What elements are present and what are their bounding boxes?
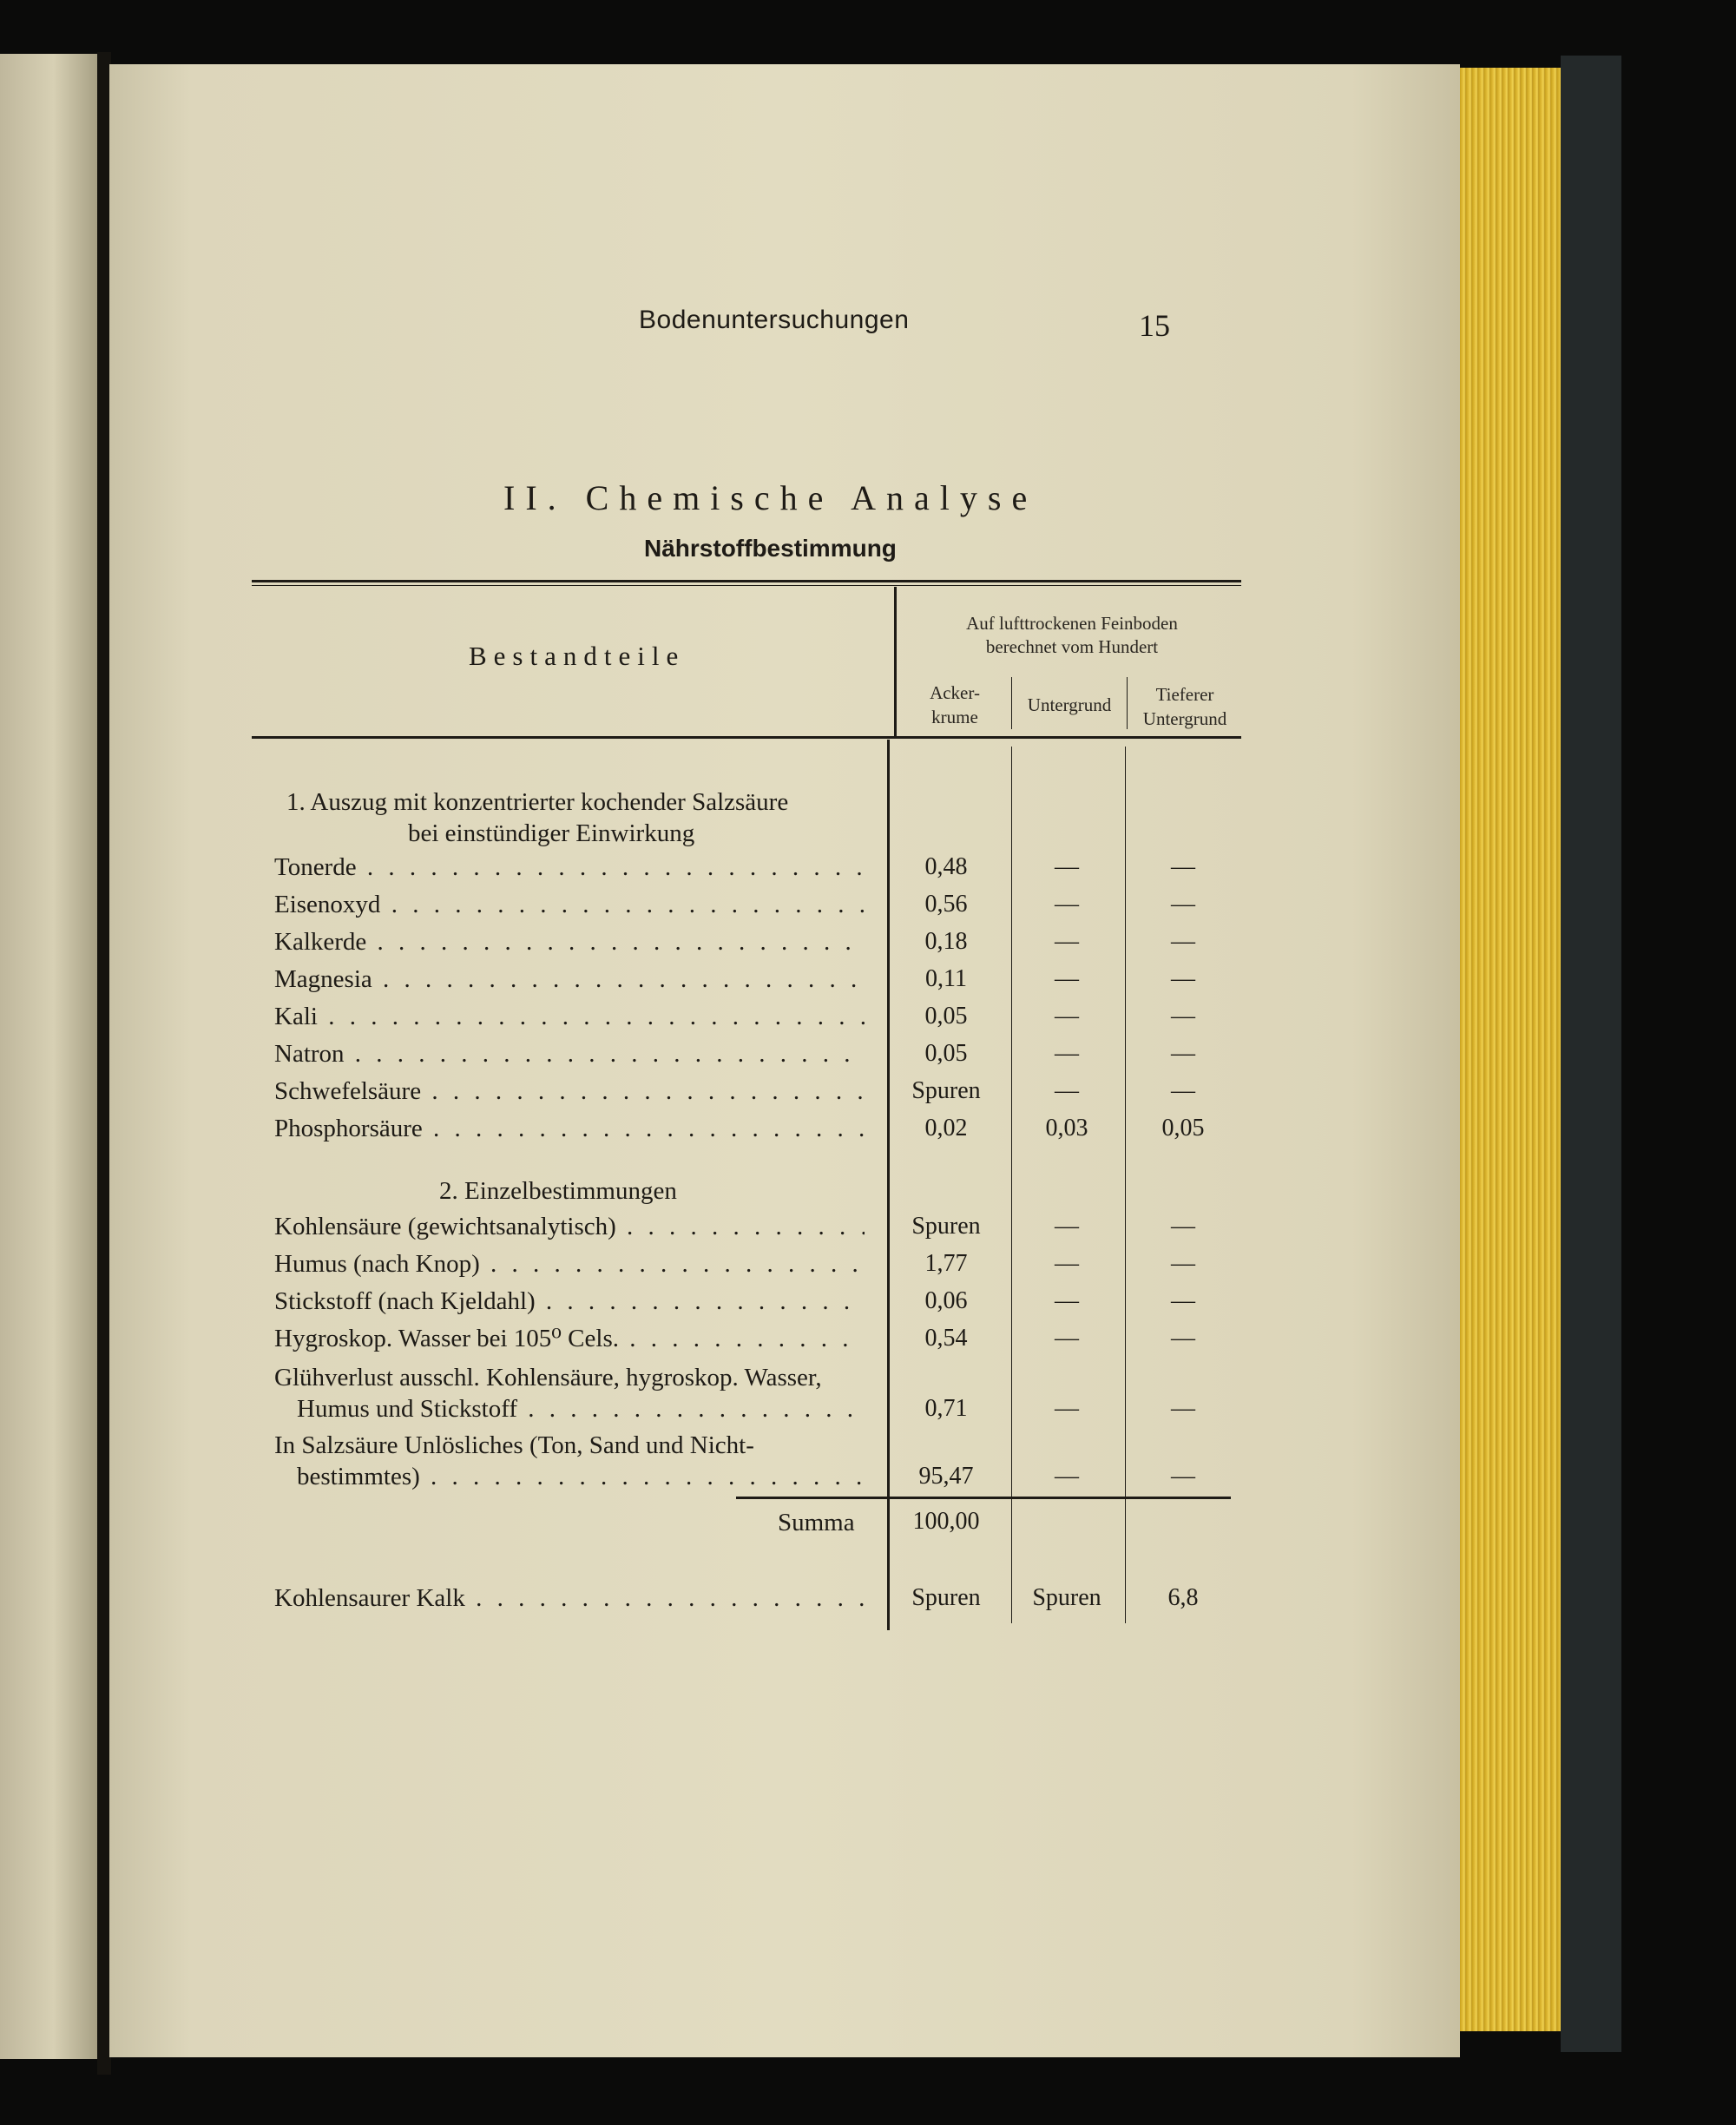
table-row-label: Schwefelsäure . . . — [274, 1075, 865, 1108]
col-header-bestandteile: Bestandteile — [469, 641, 686, 671]
header-bottom-rule — [252, 736, 1241, 739]
cell-ackerkrume: Spuren — [911, 1077, 981, 1104]
section-title: II. Chemische Analyse — [503, 478, 1038, 517]
cell-ackerkrume: Spuren — [911, 1584, 981, 1611]
cell-ackerkrume: 0,18 — [924, 928, 968, 955]
cell-ackerkrume: 0,05 — [924, 1040, 968, 1067]
cell-tieferer-untergrund: — — [1171, 1003, 1195, 1030]
table-row-label: Eisenoxyd . . . — [274, 888, 865, 921]
cell-tieferer-untergrund: 6,8 — [1167, 1584, 1199, 1611]
cell-tieferer-untergrund: — — [1171, 928, 1195, 955]
cell-untergrund: — — [1055, 965, 1079, 992]
col3-header-line1: Tieferer — [1155, 684, 1214, 705]
table-row-label: Hygroskop. Wasser bei 105⁰ Cels. . . . — [274, 1322, 865, 1355]
table-top-rule-thin — [252, 585, 1241, 586]
cell-tieferer-untergrund: — — [1171, 1463, 1195, 1490]
table-row-label: Kohlensäure (gewichtsanalytisch) . . . — [274, 1210, 865, 1243]
summa-value: 100,00 — [912, 1508, 980, 1535]
cell-untergrund: — — [1055, 1250, 1079, 1277]
unloesliches-line2: bestimmtes) . . . — [274, 1460, 865, 1493]
group-header-line1: Auf lufttrockenen Feinboden — [966, 613, 1178, 634]
cell-ackerkrume: 0,11 — [925, 965, 967, 992]
cell-untergrund: — — [1055, 891, 1079, 918]
table-row-label: Kalkerde . . . — [274, 925, 865, 958]
group2-heading: 2. Einzelbestimmungen — [439, 1177, 677, 1205]
cell-ackerkrume: Spuren — [911, 1213, 981, 1240]
table-row-label: Humus (nach Knop) . . . — [274, 1247, 865, 1280]
table-row-label: Tonerde . . . — [274, 851, 865, 884]
cell-tieferer-untergrund: — — [1171, 965, 1195, 992]
cell-untergrund: — — [1055, 853, 1079, 880]
col1-header-line1: Acker- — [930, 682, 980, 703]
running-head: Bodenuntersuchungen — [639, 306, 910, 334]
cell-tieferer-untergrund: — — [1171, 1213, 1195, 1240]
cell-tieferer-untergrund: — — [1171, 1287, 1195, 1314]
cell-ackerkrume: 0,06 — [924, 1287, 968, 1314]
cell-untergrund: — — [1055, 1463, 1079, 1490]
col1-header-line2: krume — [931, 707, 978, 727]
section-subtitle: Nährstoffbestimmung — [644, 535, 897, 562]
cell-tieferer-untergrund: — — [1171, 1250, 1195, 1277]
facing-page — [0, 54, 97, 2059]
unloesliches-line1: In Salzsäure Unlösliches (Ton, Sand und Nicht- — [274, 1431, 754, 1459]
cell-ackerkrume: 95,47 — [918, 1463, 974, 1490]
group-header-line2: berechnet vom Hundert — [985, 636, 1159, 657]
cell-untergrund: — — [1055, 928, 1079, 955]
cell-ackerkrume: 0,02 — [924, 1115, 968, 1141]
cell-untergrund: — — [1055, 1287, 1079, 1314]
group1-heading-line1: 1. Auszug mit konzentrierter kochender Salzsäure — [286, 788, 789, 816]
cell-ackerkrume: 0,48 — [924, 853, 968, 880]
cell-ackerkrume: 0,05 — [924, 1003, 968, 1030]
summa-label: Summa — [778, 1509, 855, 1536]
cell-untergrund: 0,03 — [1045, 1115, 1088, 1141]
cell-untergrund: — — [1055, 1213, 1079, 1240]
kalk-label: Kohlensaurer Kalk . . . — [274, 1582, 865, 1615]
page-edges — [1460, 68, 1561, 2031]
column-rule-main — [894, 587, 897, 736]
book-cover — [1561, 56, 1621, 2052]
cell-tieferer-untergrund: — — [1171, 853, 1195, 880]
cell-untergrund: Spuren — [1032, 1584, 1101, 1611]
cell-tieferer-untergrund: — — [1171, 1325, 1195, 1352]
cell-untergrund: — — [1055, 1003, 1079, 1030]
table-row-label: Magnesia . . . — [274, 963, 865, 996]
cell-tieferer-untergrund: 0,05 — [1161, 1115, 1205, 1141]
page-number: 15 — [1139, 308, 1170, 343]
cell-ackerkrume: 0,71 — [924, 1395, 968, 1422]
cell-tieferer-untergrund: — — [1171, 1077, 1195, 1104]
gluehverlust-line1: Glühverlust ausschl. Kohlensäure, hygroskop. Wasser, — [274, 1364, 822, 1391]
table-row-label: Phosphorsäure . . . — [274, 1112, 865, 1145]
cell-tieferer-untergrund: — — [1171, 1040, 1195, 1067]
cell-tieferer-untergrund: — — [1171, 891, 1195, 918]
column-rule-3-body — [1125, 747, 1126, 1623]
table-row-label: Natron . . . — [274, 1037, 865, 1070]
table-top-rule — [252, 580, 1241, 582]
col2-header: Untergrund — [1027, 694, 1112, 715]
cell-untergrund: — — [1055, 1325, 1079, 1352]
cell-tieferer-untergrund: — — [1171, 1395, 1195, 1422]
cell-ackerkrume: 0,56 — [924, 891, 968, 918]
cell-untergrund: — — [1055, 1395, 1079, 1422]
cell-untergrund: — — [1055, 1077, 1079, 1104]
cell-ackerkrume: 1,77 — [924, 1250, 968, 1277]
table-row-label: Kali . . . — [274, 1000, 865, 1033]
cell-untergrund: — — [1055, 1040, 1079, 1067]
group1-heading-line2: bei einstündiger Einwirkung — [408, 819, 695, 847]
cell-ackerkrume: 0,54 — [924, 1325, 968, 1352]
table-row-label: Stickstoff (nach Kjeldahl) . . . — [274, 1285, 865, 1318]
sum-rule — [736, 1497, 1231, 1499]
col3-header-line2: Untergrund — [1142, 708, 1227, 729]
gluehverlust-line2: Humus und Stickstoff . . . — [274, 1392, 865, 1425]
column-rule-3 — [1127, 677, 1128, 729]
